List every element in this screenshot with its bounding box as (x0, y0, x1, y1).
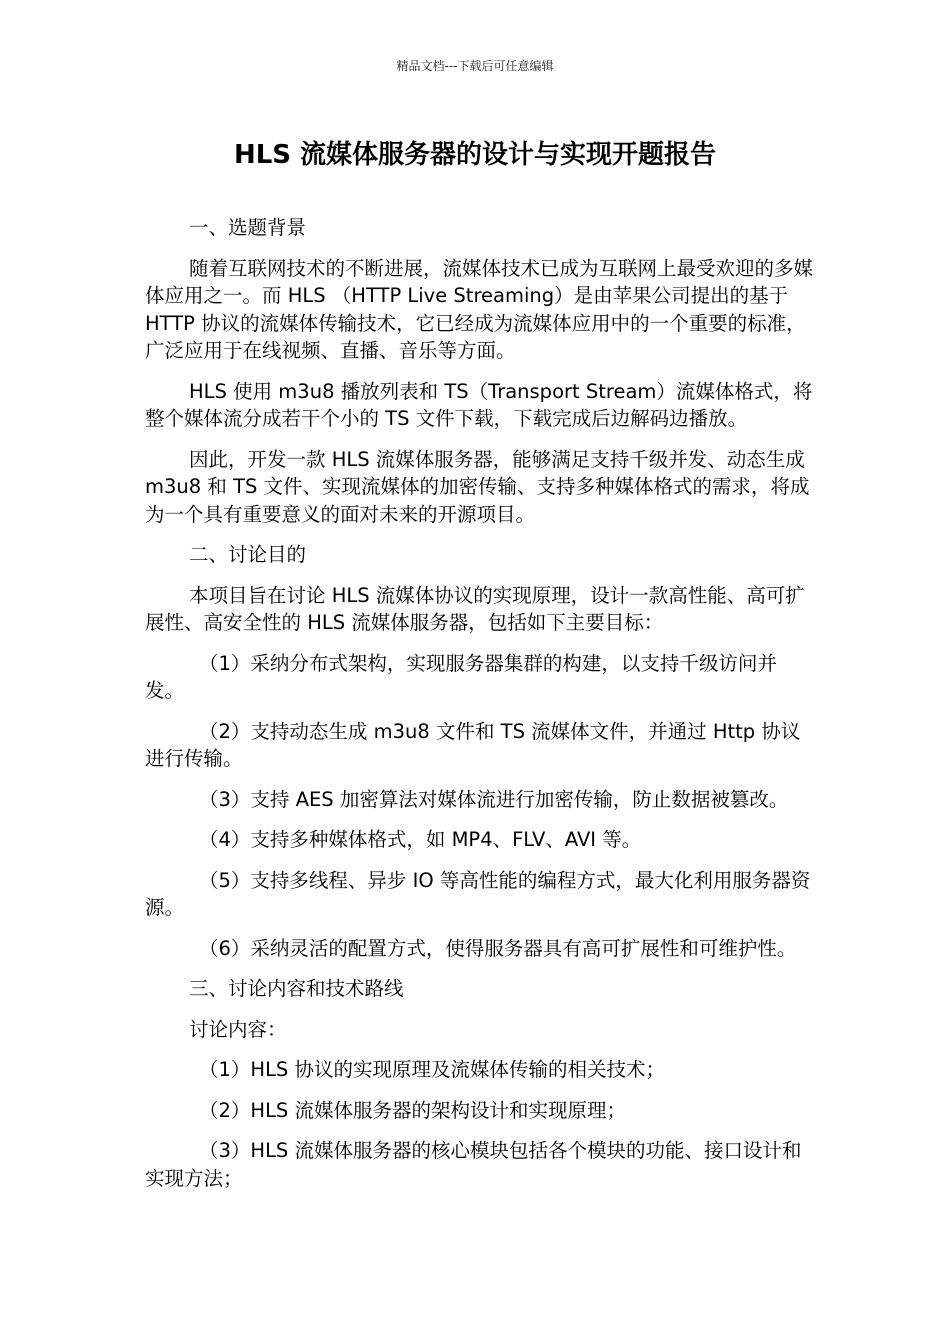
paragraph: 讨论内容： (189, 1017, 287, 1041)
list-item: （6）采纳灵活的配置方式，使得服务器具有高可扩展性和可维护性。 (199, 936, 797, 960)
paragraph: 本项目旨在讨论 HLS 流媒体协议的实现原理，设计一款高性能、高可扩展性、高安全性的 HLS 流媒体服务器，包括如下主要目标： (145, 583, 805, 634)
section-heading-content: 三、讨论内容和技术路线 (189, 977, 404, 1000)
paragraph: HLS 使用 m3u8 播放列表和 TS（Transport Stream）流媒体格式，将整个媒体流分成若干个小的 TS 文件下载，下载完成后边解码边播放。 (145, 379, 813, 430)
list-item: （3）支持 AES 加密算法对媒体流进行加密传输，防止数据被篡改。 (199, 787, 789, 811)
list-item: （1）HLS 协议的实现原理及流媒体传输的相关技术； (199, 1058, 666, 1081)
paragraph: 随着互联网技术的不断进展，流媒体技术已成为互联网上最受欢迎的多媒体应用之一。而 HLS （HTTP Live Streaming）是由苹果公司提出的基于 HTTP 协议的流媒体传输技术，它已经成为流媒体应用中的一个重要的标准，广泛应用于在线视频、直播、音乐等方面。 (145, 256, 814, 362)
header-note: 精品文档---下载后可任意编辑 (396, 59, 554, 73)
list-item: （3）HLS 流媒体服务器的核心模块包括各个模块的功能、接口设计和实现方法； (145, 1139, 802, 1190)
list-item: （1）采纳分布式架构，实现服务器集群的构建，以支持千级访问并发。 (145, 651, 777, 702)
list-item: （5）支持多线程、异步 IO 等高性能的编程方式，最大化利用服务器资源。 (145, 868, 811, 919)
section-heading-purpose: 二、讨论目的 (189, 543, 307, 566)
document-body (145, 214, 815, 1205)
document-title: HLS 流媒体服务器的设计与实现开题报告 (233, 140, 717, 170)
list-item: （4）支持多种媒体格式，如 MP4、FLV、AVI 等。 (199, 828, 642, 851)
list-item: （2）支持动态生成 m3u8 文件和 TS 流媒体文件，并通过 Http 协议进行传输。 (145, 719, 801, 770)
section-heading-background: 一、选题背景 (189, 216, 307, 239)
list-item: （2）HLS 流媒体服务器的架构设计和实现原理； (199, 1098, 627, 1122)
paragraph: 因此，开发一款 HLS 流媒体服务器，能够满足支持千级并发、动态生成 m3u8 和 TS 文件、实现流媒体的加密传输、支持多种媒体格式的需求，将成为一个具有重要意义的面对未来的开源项目。 (145, 447, 810, 526)
